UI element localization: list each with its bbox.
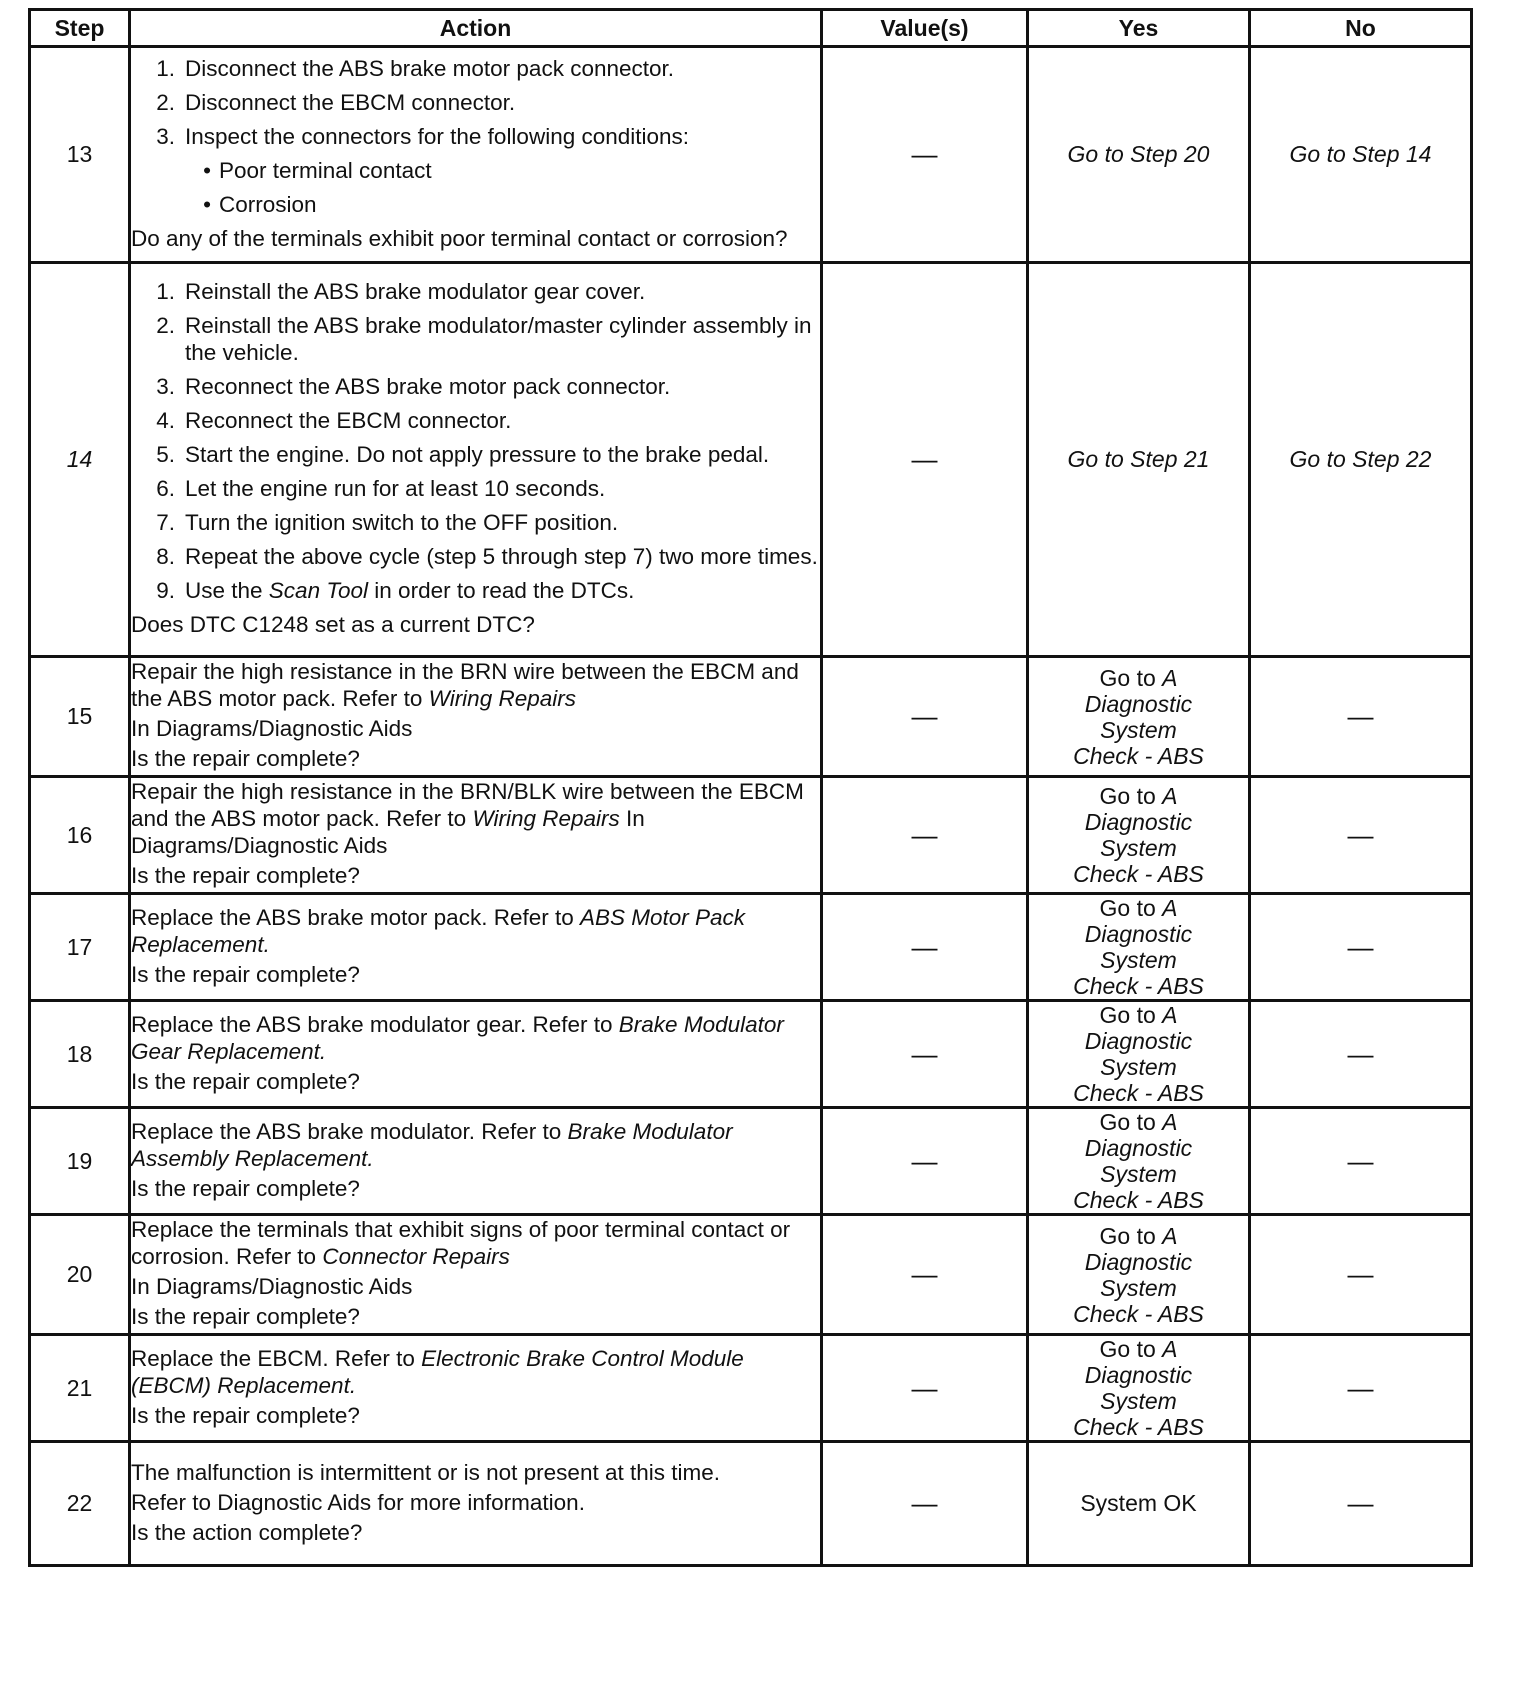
step-number: 15 [30, 657, 130, 777]
action-cell [130, 1442, 822, 1566]
header-action: Action [130, 10, 822, 47]
table-row-step-21 [30, 1335, 1472, 1442]
yes-cell: System OK [1028, 1442, 1250, 1566]
action-steps-list [131, 55, 820, 150]
value-cell: — [822, 47, 1028, 263]
goto-line: Check - ABS [1073, 742, 1204, 769]
list-item [131, 278, 820, 305]
action-question: Does DTC C1248 set as a current DTC? [131, 612, 535, 637]
goto-line: System [1100, 835, 1177, 861]
list-item [131, 55, 820, 82]
step-number: 17 [30, 894, 130, 1001]
action-text: Refer to Diagnostic Aids for more information. [131, 1489, 585, 1515]
list-item [131, 312, 820, 366]
item-number: 1. [156, 279, 175, 304]
bullet-item [131, 157, 820, 184]
diagnostic-table [28, 8, 1473, 1567]
goto-line: Check - ABS [1073, 861, 1204, 887]
value-cell: — [822, 263, 1028, 657]
action-text [131, 1345, 820, 1399]
item-number: 7. [156, 510, 175, 535]
goto-line: Check - ABS [1073, 973, 1204, 999]
goto-line: System [1100, 716, 1177, 743]
item-text: Let the engine run for at least 10 seconds. [185, 476, 606, 501]
action-text: The malfunction is intermittent or is not present at this time. [131, 1459, 720, 1485]
bullet-text: Corrosion [219, 191, 317, 217]
goto-line [1029, 783, 1248, 809]
reference-link-text: ABS Motor Pack Replacement. [131, 904, 746, 957]
goto-line: Diagnostic [1084, 809, 1193, 835]
action-cell [130, 1001, 822, 1108]
reference-link-text: Brake Modulator Gear Replacement. [131, 1011, 784, 1064]
item-number: 5. [156, 442, 175, 467]
item-number: 9. [156, 578, 175, 603]
action-cell [130, 263, 822, 657]
item-text: Disconnect the ABS brake motor pack connector. [185, 55, 675, 81]
item-text-part: Use the [185, 578, 269, 603]
action-text-part: Replace the ABS brake motor pack. Refer to [131, 904, 580, 930]
goto-line: Diagnostic [1084, 1248, 1193, 1275]
goto-line: System [1100, 1054, 1177, 1080]
action-cell [130, 1335, 822, 1442]
action-text: In Diagrams/Diagnostic Aids [131, 1274, 413, 1299]
item-text: Reconnect the ABS brake motor pack connector. [185, 374, 671, 399]
action-cell [130, 657, 822, 777]
goto-line: System [1100, 947, 1177, 973]
header-yes: Yes [1028, 10, 1250, 47]
header-step: Step [30, 10, 130, 47]
goto-prefix: Go to [1099, 1002, 1156, 1028]
item-text: Reinstall the ABS brake modulator gear cover. [185, 279, 646, 304]
bullet-mark: • [203, 191, 211, 217]
item-text [185, 577, 820, 604]
goto-line: Diagnostic [1084, 690, 1193, 717]
goto-line: Check - ABS [1073, 1300, 1204, 1327]
goto-line: System [1100, 1388, 1177, 1414]
yes-cell: Go to Step 20 [1028, 47, 1250, 263]
goto-line: Check - ABS [1073, 1080, 1204, 1106]
table-row-step-17 [30, 894, 1472, 1001]
goto-a: A [1162, 783, 1178, 809]
action-text-part: Repair the high resistance in the BRN/BLK wire between the EBCM and the ABS motor pack. Refer to [131, 779, 804, 831]
item-number: 3. [156, 123, 175, 149]
yes-cell [1028, 1335, 1250, 1442]
action-question: Is the repair complete? [131, 1402, 360, 1428]
list-item [131, 543, 820, 570]
value-cell: — [822, 1335, 1028, 1442]
action-question: Is the action complete? [131, 1519, 363, 1545]
condition-bullets [131, 157, 820, 218]
action-text-part: Replace the EBCM. Refer to [131, 1345, 422, 1371]
yes-cell [1028, 657, 1250, 777]
table-row-step-14 [30, 263, 1472, 657]
goto-line: Diagnostic [1084, 1135, 1193, 1161]
goto-a: A [1162, 1002, 1178, 1028]
goto-prefix: Go to [1099, 664, 1156, 691]
goto-line: System [1100, 1161, 1177, 1187]
header-row [30, 10, 1472, 47]
goto-line [1029, 895, 1248, 921]
action-cell [130, 1108, 822, 1215]
goto-a: A [1162, 1222, 1178, 1249]
no-cell: — [1250, 657, 1472, 777]
yes-cell [1028, 777, 1250, 894]
action-text [131, 1118, 820, 1172]
table-row-step-15 [30, 657, 1472, 777]
step-number: 20 [30, 1215, 130, 1335]
value-cell: — [822, 777, 1028, 894]
reference-link-text: Wiring Repairs [472, 806, 620, 831]
action-text-part: Replace the ABS brake modulator. Refer to [131, 1118, 568, 1144]
table-row-step-18 [30, 1001, 1472, 1108]
goto-a: A [1162, 1336, 1178, 1362]
no-cell: — [1250, 1335, 1472, 1442]
list-item [131, 577, 820, 604]
action-text-part: Replace the ABS brake modulator gear. Refer to [131, 1011, 619, 1037]
step-number: 21 [30, 1335, 130, 1442]
goto-line: Diagnostic [1084, 921, 1193, 947]
value-cell: — [822, 657, 1028, 777]
item-text: Repeat the above cycle (step 5 through step 7) two more times. [185, 544, 818, 569]
item-text: Reconnect the EBCM connector. [185, 408, 512, 433]
goto-line: Check - ABS [1073, 1414, 1204, 1440]
no-cell: — [1250, 1001, 1472, 1108]
action-question: Do any of the terminals exhibit poor terminal contact or corrosion? [131, 225, 788, 251]
no-cell: — [1250, 777, 1472, 894]
no-cell: Go to Step 14 [1250, 47, 1472, 263]
yes-cell: Go to Step 21 [1028, 263, 1250, 657]
step-number: 18 [30, 1001, 130, 1108]
goto-line [1029, 1002, 1248, 1028]
goto-line [1029, 1109, 1248, 1135]
yes-cell [1028, 1108, 1250, 1215]
action-text-part: In Diagrams/Diagnostic Aids [131, 806, 645, 858]
item-text-part: in order to read the DTCs. [368, 578, 635, 603]
step-number: 14 [30, 263, 130, 657]
step-number: 22 [30, 1442, 130, 1566]
action-cell [130, 894, 822, 1001]
goto-a: A [1162, 895, 1178, 921]
bullet-text: Poor terminal contact [219, 157, 432, 183]
item-number: 3. [156, 374, 175, 399]
step-number: 16 [30, 777, 130, 894]
bullet-item [131, 191, 820, 218]
action-text-part: Repair the high resistance in the BRN wire between the EBCM and the ABS motor pack. Refer to [131, 659, 799, 711]
action-question: Is the repair complete? [131, 1175, 360, 1201]
goto-line: Diagnostic [1084, 1362, 1193, 1388]
scan-tool-reference: Scan Tool [268, 578, 369, 603]
item-text: Disconnect the EBCM connector. [185, 89, 516, 115]
value-cell: — [822, 894, 1028, 1001]
goto-prefix: Go to [1099, 783, 1156, 809]
goto-line: Diagnostic [1084, 1028, 1193, 1054]
action-steps-list [131, 278, 820, 604]
action-cell [130, 777, 822, 894]
bullet-mark: • [203, 157, 211, 183]
list-item [131, 123, 820, 150]
goto-prefix: Go to [1099, 1222, 1156, 1249]
item-text: Turn the ignition switch to the OFF position. [185, 510, 619, 535]
goto-line: Check - ABS [1073, 1187, 1204, 1213]
action-text [131, 778, 820, 859]
no-cell: — [1250, 1215, 1472, 1335]
no-cell: Go to Step 22 [1250, 263, 1472, 657]
diagnostic-table-page [28, 8, 1470, 1567]
goto-a: A [1162, 664, 1178, 691]
item-number: 1. [156, 55, 175, 81]
list-item [131, 89, 820, 116]
list-item [131, 509, 820, 536]
action-question: Is the repair complete? [131, 961, 360, 987]
no-cell: — [1250, 894, 1472, 1001]
reference-link-text: Electronic Brake Control Module (EBCM) Replacement. [131, 1345, 744, 1398]
list-item [131, 407, 820, 434]
no-cell: — [1250, 1108, 1472, 1215]
item-number: 4. [156, 408, 175, 433]
goto-prefix: Go to [1099, 895, 1156, 921]
item-text: Reinstall the ABS brake modulator/master cylinder assembly in the vehicle. [185, 313, 812, 365]
step-number: 19 [30, 1108, 130, 1215]
header-values: Value(s) [822, 10, 1028, 47]
list-item [131, 441, 820, 468]
reference-link-text: Connector Repairs [322, 1244, 510, 1269]
action-question: Is the repair complete? [131, 746, 360, 771]
goto-line [1029, 1336, 1248, 1362]
table-row-step-16 [30, 777, 1472, 894]
value-cell: — [822, 1442, 1028, 1566]
value-cell: — [822, 1108, 1028, 1215]
yes-cell [1028, 894, 1250, 1001]
header-no: No [1250, 10, 1472, 47]
action-text [131, 1011, 820, 1065]
item-number: 2. [156, 313, 175, 338]
item-number: 2. [156, 89, 175, 115]
action-text-part: Replace the terminals that exhibit signs of poor terminal contact or corrosion. Refer to [131, 1217, 791, 1269]
action-question: Is the repair complete? [131, 863, 360, 888]
reference-link-text: Wiring Repairs [428, 686, 576, 711]
table-row-step-19 [30, 1108, 1472, 1215]
action-text: In Diagrams/Diagnostic Aids [131, 716, 413, 741]
value-cell: — [822, 1215, 1028, 1335]
action-text [131, 904, 820, 958]
goto-prefix: Go to [1099, 1109, 1156, 1135]
yes-cell [1028, 1001, 1250, 1108]
table-row-step-22 [30, 1442, 1472, 1566]
action-cell [130, 47, 822, 263]
reference-link-text: Brake Modulator Assembly Replacement. [131, 1118, 733, 1171]
value-cell: — [822, 1001, 1028, 1108]
table-row-step-13 [30, 47, 1472, 263]
yes-cell [1028, 1215, 1250, 1335]
action-question: Is the repair complete? [131, 1068, 360, 1094]
item-text: Start the engine. Do not apply pressure to the brake pedal. [185, 442, 770, 467]
list-item [131, 475, 820, 502]
step-number: 13 [30, 47, 130, 263]
goto-line [1029, 1223, 1248, 1249]
no-cell: — [1250, 1442, 1472, 1566]
action-text [131, 1216, 820, 1270]
goto-line: System [1100, 1274, 1177, 1301]
action-text [131, 658, 820, 712]
goto-prefix: Go to [1099, 1336, 1156, 1362]
table-row-step-20 [30, 1215, 1472, 1335]
goto-line [1029, 665, 1248, 691]
list-item [131, 373, 820, 400]
item-number: 8. [156, 544, 175, 569]
goto-a: A [1162, 1109, 1178, 1135]
item-text: Inspect the connectors for the following conditions: [185, 123, 690, 149]
action-cell [130, 1215, 822, 1335]
action-question: Is the repair complete? [131, 1304, 360, 1329]
item-number: 6. [156, 476, 175, 501]
